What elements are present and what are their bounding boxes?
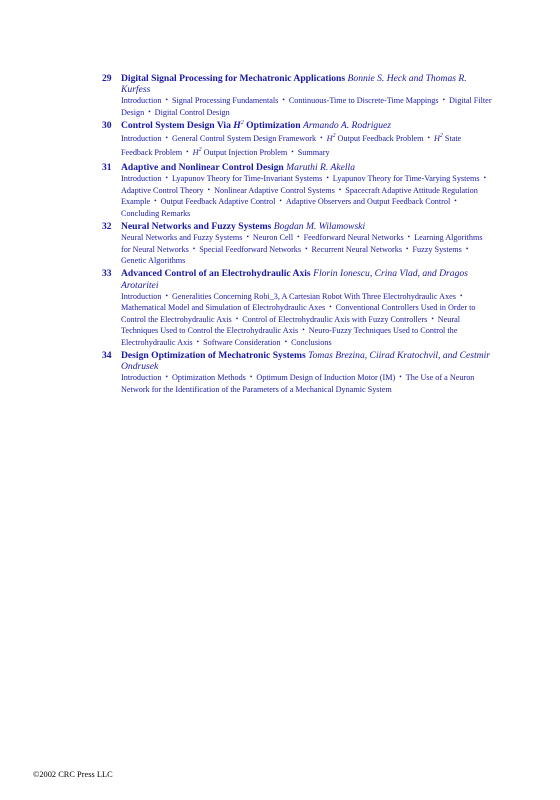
- topic[interactable]: Concluding Remarks: [121, 208, 191, 218]
- chapter-topics: [121, 95, 492, 118]
- chapter-title[interactable]: Neural Networks and Fuzzy Systems: [121, 221, 272, 233]
- chapter-topics: [121, 232, 492, 266]
- title-part: Optimization: [246, 120, 301, 132]
- chapter-heading: [121, 162, 492, 173]
- chapter-authors: Bogdan M. Wilamowski: [273, 221, 366, 233]
- chapter-number: 31: [102, 162, 112, 174]
- bullet-separator: •: [465, 244, 469, 253]
- superscript: 2: [439, 133, 443, 140]
- bullet-separator: •: [165, 174, 168, 183]
- bullet-separator: •: [148, 107, 151, 116]
- bullet-separator: •: [407, 233, 411, 242]
- title-part: Control System Design Via: [121, 120, 231, 132]
- topic[interactable]: Control of Electrohydraulic Axis with Fuzzy Controllers: [242, 314, 428, 324]
- bullet-separator: •: [329, 303, 332, 312]
- topic[interactable]: Genetic Algorithms: [121, 256, 186, 266]
- bullet-separator: •: [235, 314, 239, 323]
- topic-text: Output Feedback Problem: [337, 134, 424, 144]
- topic[interactable]: Conventional Controllers Used in Order to Control the Electrohydraulic Axis: [121, 303, 476, 324]
- bullet-separator: •: [165, 291, 168, 300]
- toc-entry-33: [92, 268, 492, 347]
- topic[interactable]: Digital Control Design: [154, 107, 230, 117]
- h-symbol: H: [433, 134, 440, 144]
- bullet-separator: •: [165, 96, 168, 105]
- bullet-separator: •: [207, 185, 211, 194]
- bullet-separator: •: [483, 174, 487, 183]
- superscript: 2: [332, 133, 336, 140]
- bullet-separator: •: [302, 326, 305, 335]
- topic[interactable]: Output Feedback Adaptive Control: [160, 197, 276, 207]
- topic[interactable]: Software Consideration: [203, 337, 281, 347]
- chapter-number: 29: [102, 73, 112, 84]
- bullet-separator: •: [297, 233, 300, 242]
- topic[interactable]: Nonlinear Adaptive Control Systems: [214, 185, 335, 195]
- topic[interactable]: Adaptive Control Theory: [121, 185, 204, 195]
- bullet-separator: •: [459, 291, 463, 300]
- topic[interactable]: Learning Algorithms for Neural Networks: [121, 233, 483, 254]
- chapter-title[interactable]: Adaptive and Nonlinear Control Design: [121, 162, 284, 174]
- chapter-number: 30: [102, 120, 112, 132]
- bullet-separator: •: [431, 314, 434, 323]
- chapter-authors: Bonnie S. Heck and Thomas R. Kurfess: [121, 73, 467, 96]
- h-symbol: H: [326, 134, 333, 144]
- chapter-topics: [121, 291, 492, 348]
- bullet-separator: •: [399, 373, 402, 382]
- bullet-separator: •: [442, 96, 446, 105]
- topic[interactable]: Recurrent Neural Networks: [311, 244, 403, 254]
- topic[interactable]: Continuous-Time to Discrete-Time Mappings: [288, 96, 439, 106]
- bullet-separator: •: [249, 373, 253, 382]
- bullet-separator: •: [427, 134, 430, 143]
- topic[interactable]: The Use of a Neuron Network for the Identification of the Parameters of a Mechanical Dynamic System: [121, 373, 475, 394]
- topic[interactable]: Fuzzy Systems: [412, 244, 462, 254]
- topic[interactable]: Introduction: [121, 291, 162, 301]
- bullet-separator: •: [192, 244, 196, 253]
- bullet-separator: •: [291, 147, 294, 156]
- chapter-heading: [121, 221, 492, 232]
- chapter-title[interactable]: Design Optimization of Mechatronic Systems: [121, 349, 306, 361]
- superscript: 2: [198, 146, 202, 153]
- topic[interactable]: Feedforward Neural Networks: [303, 233, 404, 243]
- chapter-heading: [121, 73, 492, 95]
- topic[interactable]: Neural Networks and Fuzzy Systems: [121, 233, 243, 243]
- toc-entry-31: [92, 162, 492, 219]
- chapter-title[interactable]: Advanced Control of an Electrohydraulic Axis: [121, 268, 311, 280]
- toc-entry-30: [92, 120, 492, 160]
- topic[interactable]: Optimization Methods: [171, 373, 246, 383]
- topic[interactable]: Mathematical Model and Simulation of Electrohydraulic Axes: [121, 303, 326, 313]
- bullet-separator: •: [186, 147, 189, 156]
- topic[interactable]: Lyapunov Theory for Time-Varying Systems: [332, 174, 480, 184]
- toc-entry-29: [92, 73, 492, 118]
- topic-text: Output Injection Problem: [203, 147, 288, 157]
- topic[interactable]: Digital Filter Design: [121, 96, 492, 117]
- chapter-topics: [121, 133, 492, 160]
- bullet-separator: •: [279, 197, 282, 206]
- topic[interactable]: Introduction: [121, 373, 162, 383]
- copyright-footer: ©2002 CRC Press LLC: [33, 770, 113, 779]
- chapter-number: 33: [102, 268, 112, 280]
- topic[interactable]: Signal Processing Fundamentals: [171, 96, 279, 106]
- chapter-title[interactable]: [121, 120, 301, 131]
- topic[interactable]: Summary: [297, 147, 330, 157]
- topic[interactable]: Introduction: [121, 134, 162, 144]
- chapter-heading: [121, 350, 492, 372]
- chapter-authors: Tomas Brezina, Ciirad Kratochvil, and Cestmir Ondrusek: [121, 349, 491, 373]
- bullet-separator: •: [320, 134, 323, 143]
- bullet-separator: •: [454, 197, 457, 206]
- topic[interactable]: Optimum Design of Induction Motor (IM): [256, 373, 396, 383]
- topic[interactable]: Special Feedforward Networks: [199, 244, 302, 254]
- chapter-number: 34: [102, 349, 112, 361]
- bullet-separator: •: [246, 233, 249, 242]
- h-symbol: H: [233, 120, 241, 132]
- bullet-separator: •: [154, 197, 157, 206]
- topic[interactable]: Spacecraft Adaptive Attitude Regulation Example: [121, 185, 478, 207]
- topic-text: State Feedback Problem: [121, 134, 462, 157]
- chapter-number: 32: [102, 221, 112, 233]
- topic[interactable]: Neuron Cell: [252, 233, 294, 243]
- chapter-topics: [121, 372, 492, 395]
- topic[interactable]: [193, 148, 288, 157]
- table-of-contents: [92, 73, 492, 397]
- chapter-title[interactable]: Digital Signal Processing for Mechatronic Applications: [121, 73, 346, 84]
- h-symbol: H: [192, 147, 199, 157]
- topic[interactable]: Adaptive Observers and Output Feedback Control: [285, 197, 451, 207]
- topic[interactable]: Generalities Concerning Robi_3, A Cartesian Robot With Three Electrohydraulic Axes: [171, 291, 456, 301]
- chapter-heading: [121, 268, 492, 290]
- chapter-authors: Maruthi R. Akella: [286, 162, 356, 174]
- topic[interactable]: Introduction: [121, 174, 162, 184]
- bullet-separator: •: [165, 373, 168, 382]
- toc-entry-34: [92, 350, 492, 395]
- topic[interactable]: Introduction: [121, 96, 162, 106]
- bullet-separator: •: [284, 337, 288, 346]
- chapter-topics: [121, 173, 492, 219]
- topic[interactable]: Neural Techniques Used to Control the Electrohydraulic Axis: [121, 314, 461, 336]
- bullet-separator: •: [326, 174, 329, 183]
- bullet-separator: •: [406, 244, 409, 253]
- bullet-separator: •: [282, 96, 285, 105]
- topic[interactable]: Lyapunov Theory for Time-Invariant Systems: [171, 174, 323, 184]
- topic[interactable]: [327, 134, 424, 143]
- superscript: 2: [240, 120, 244, 127]
- topic[interactable]: Neuro-Fuzzy Techniques Used to Control the Electrohydraulic Axis: [121, 326, 458, 347]
- topic[interactable]: General Control System Design Framework: [171, 134, 317, 144]
- chapter-authors: Florin Ionescu, Crina Vlad, and Dragos Arotaritei: [121, 268, 468, 291]
- bullet-separator: •: [305, 244, 308, 253]
- chapter-authors: Armando A. Rodriguez: [302, 120, 391, 132]
- bullet-separator: •: [338, 185, 342, 194]
- toc-entry-32: [92, 221, 492, 266]
- topic[interactable]: Conclusions: [291, 337, 332, 347]
- chapter-heading: [121, 120, 492, 133]
- bullet-separator: •: [196, 337, 200, 346]
- bullet-separator: •: [165, 134, 168, 143]
